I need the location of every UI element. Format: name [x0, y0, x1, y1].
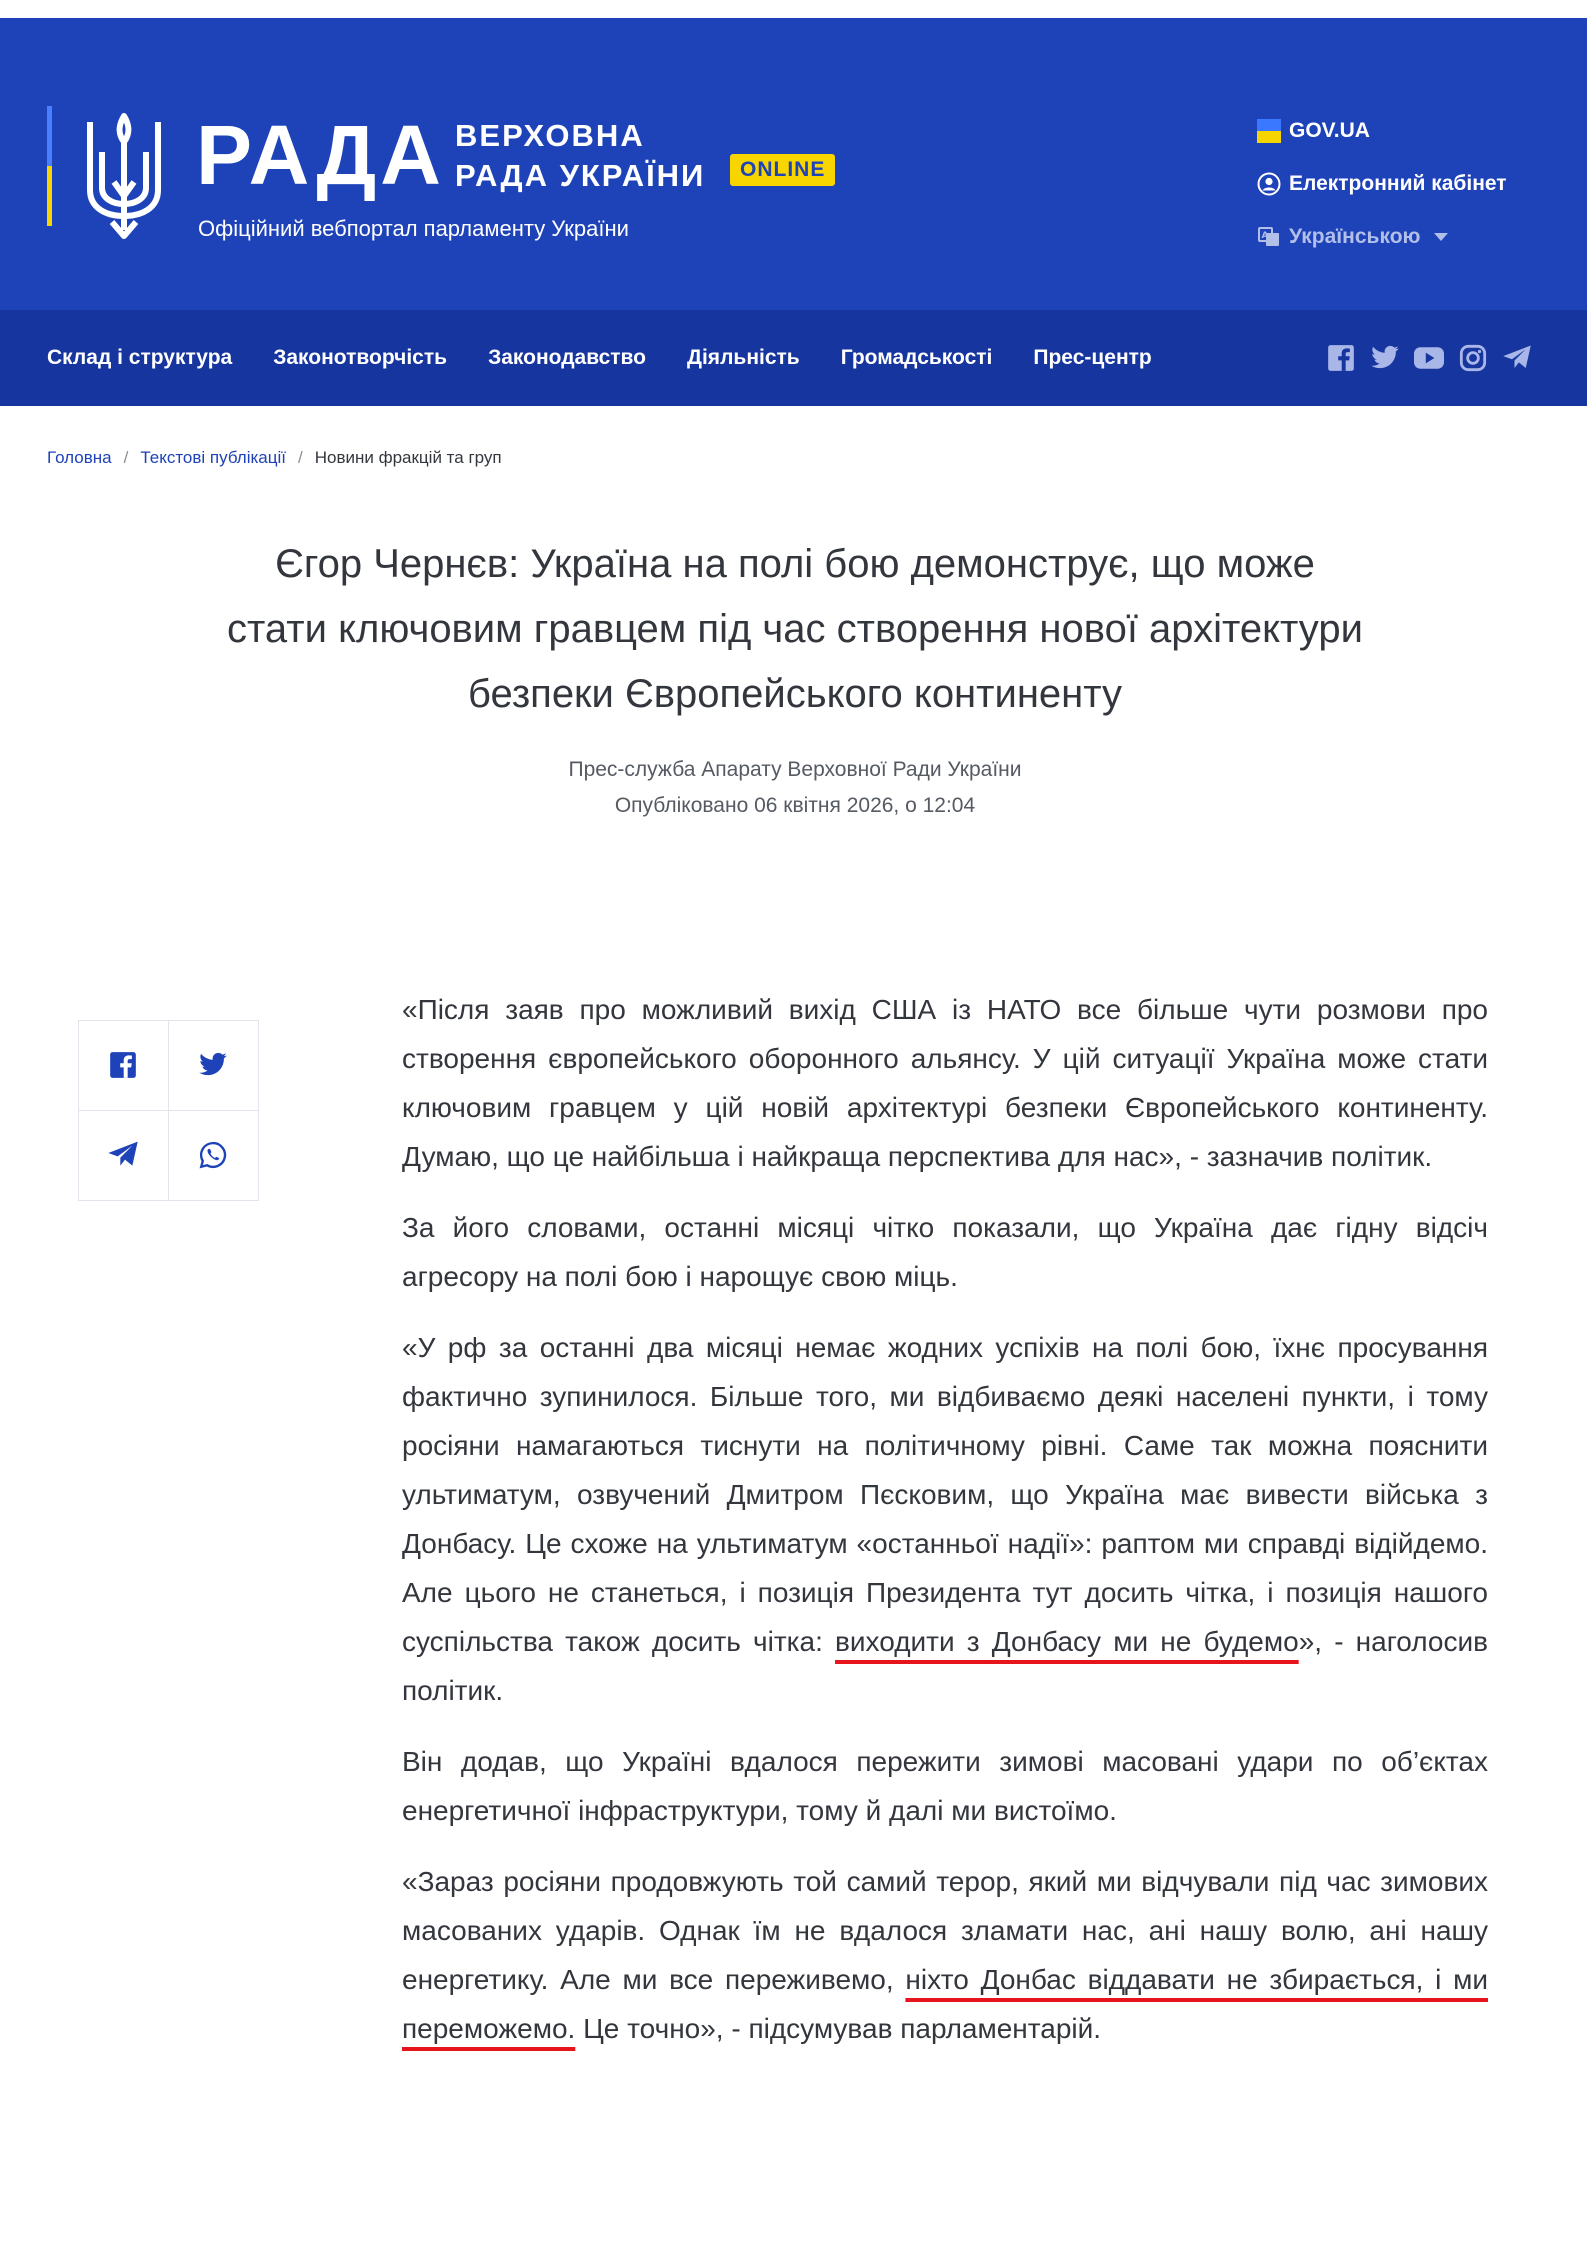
breadcrumb-home[interactable]: Головна	[47, 448, 112, 467]
article-paragraph: «Після заяв про можливий вихід США із НАТО все більше чути розмови про створення європейського оборонного альянсу. У цій ситуації Україна може стати ключовим гравцем у цій новій архітектурі безпеки Європейського континенту. Думаю, що це найбільша і найкраща перспектива для нас», - зазначив політик.	[402, 994, 1488, 1172]
breadcrumb-section[interactable]: Текстові публікації	[140, 448, 286, 467]
chevron-down-icon	[1434, 233, 1448, 241]
facebook-icon[interactable]	[1326, 343, 1356, 373]
highlighted-quote: виходити з Донбасу ми не будемо	[835, 1626, 1299, 1657]
nav-item-activity[interactable]: Діяльність	[687, 346, 800, 369]
share-whatsapp-button[interactable]	[169, 1111, 259, 1201]
share-buttons	[78, 1020, 259, 1201]
gov-ua-link[interactable]	[1257, 118, 1507, 144]
instagram-icon[interactable]	[1458, 343, 1488, 373]
article-meta	[220, 752, 1370, 824]
trident-icon[interactable]	[84, 112, 164, 242]
share-telegram-button[interactable]	[79, 1111, 169, 1201]
breadcrumb	[47, 448, 502, 468]
gov-ua-label: GOV.UA	[1289, 119, 1370, 142]
nav-item-press-center[interactable]: Прес-центр	[1033, 346, 1152, 369]
nav-item-composition[interactable]: Склад і структура	[47, 346, 233, 369]
electronic-cabinet-link[interactable]	[1257, 171, 1507, 197]
twitter-icon	[198, 1052, 228, 1078]
electronic-cabinet-label: Електронний кабінет	[1289, 172, 1507, 195]
svg-text:A: A	[1261, 231, 1269, 241]
paragraph-text: », - наголосив політик.	[402, 1626, 1489, 1706]
logo-color-bar	[47, 106, 52, 226]
breadcrumb-separator: /	[298, 448, 303, 467]
site-header	[0, 18, 1587, 310]
share-facebook-button[interactable]	[79, 1021, 169, 1111]
logo-full-line1: ВЕРХОВНА	[455, 118, 645, 153]
share-twitter-button[interactable]	[169, 1021, 259, 1111]
article-published-date: Опубліковано 06 квітня 2026, о 12:04	[614, 794, 976, 817]
article-paragraph	[402, 1323, 1488, 1715]
nav-item-lawmaking[interactable]: Законотворчість	[273, 346, 448, 369]
paragraph-text: «У рф за останні два місяці немає жодних успіхів на полі бою, їхнє просування фактично зупинилося. Більше того, ми відбиваємо деякі населені пункти, і тому росіяни намагаються тиснути на політичному рівні. Саме так можна пояснити ультиматум, озвучений Дмитром Пєсковим, що Україна має вивести війська з Донбасу. Це схоже на ультиматум «останньої надії»: раптом ми справді відійдемо. Але цього не станеться, і позиція Президента тут досить чітка, і позиція нашого суспільства також досить чітка:	[402, 1332, 1488, 1657]
telegram-icon	[107, 1140, 139, 1170]
facebook-icon	[109, 1051, 137, 1079]
twitter-icon[interactable]	[1370, 343, 1400, 373]
ukraine-flag-icon	[1257, 119, 1281, 143]
highlighted-quote: ніхто Донбас віддавати не збирається, і ми переможемо.	[402, 1964, 1488, 2044]
language-label: Українською	[1289, 225, 1421, 248]
header-top-links	[1257, 118, 1507, 277]
paragraph-text: Це точно», - підсумував парламентарій.	[575, 2013, 1102, 2044]
article-body	[402, 985, 1488, 2075]
article-author: Прес-служба Апарату Верховної Ради України	[568, 758, 1022, 781]
youtube-icon[interactable]	[1414, 343, 1444, 373]
telegram-icon[interactable]	[1502, 343, 1532, 373]
portal-subtitle: Офіційний вебпортал парламенту України	[198, 216, 629, 241]
logo-full-line2: РАДА УКРАЇНИ	[455, 158, 706, 193]
article-paragraph: За його словами, останні місяці чітко показали, що Україна дає гідну відсіч агресору на полі бою і нарощує свою міць.	[402, 1212, 1488, 1292]
article-title: Єгор Чернєв: Україна на полі бою демонструє, що може стати ключовим гравцем під час створення нової архітектури безпеки Європейського континенту	[227, 542, 1363, 716]
logo-full-name[interactable]	[455, 116, 705, 196]
breadcrumb-current: Новини фракцій та груп	[314, 448, 502, 467]
nav-item-public[interactable]: Громадськості	[840, 346, 993, 369]
article-paragraph	[402, 1857, 1488, 2053]
language-selector[interactable]	[1257, 224, 1507, 250]
article-paragraph: Він додав, що Україні вдалося пережити зимові масовані удари по об’єктах енергетичної інфраструктури, тому й далі ми вистоїмо.	[402, 1746, 1488, 1826]
language-icon	[1257, 225, 1281, 249]
nav-item-legislation[interactable]: Законодавство	[488, 346, 647, 369]
paragraph-text: «Зараз росіяни продовжують той самий терор, який ми відчували під час зимових масованих ударів. Однак їм не вдалося зламати нас, ані нашу волю, ані нашу енергетику. Але ми все переживемо,	[402, 1866, 1488, 1995]
whatsapp-icon	[198, 1140, 228, 1170]
breadcrumb-separator: /	[123, 448, 129, 467]
social-links	[1326, 310, 1546, 406]
user-circle-icon	[1257, 172, 1281, 196]
online-badge: ONLINE	[730, 154, 835, 186]
main-nav	[0, 310, 1587, 406]
logo-word[interactable]: РАДА	[196, 108, 445, 202]
